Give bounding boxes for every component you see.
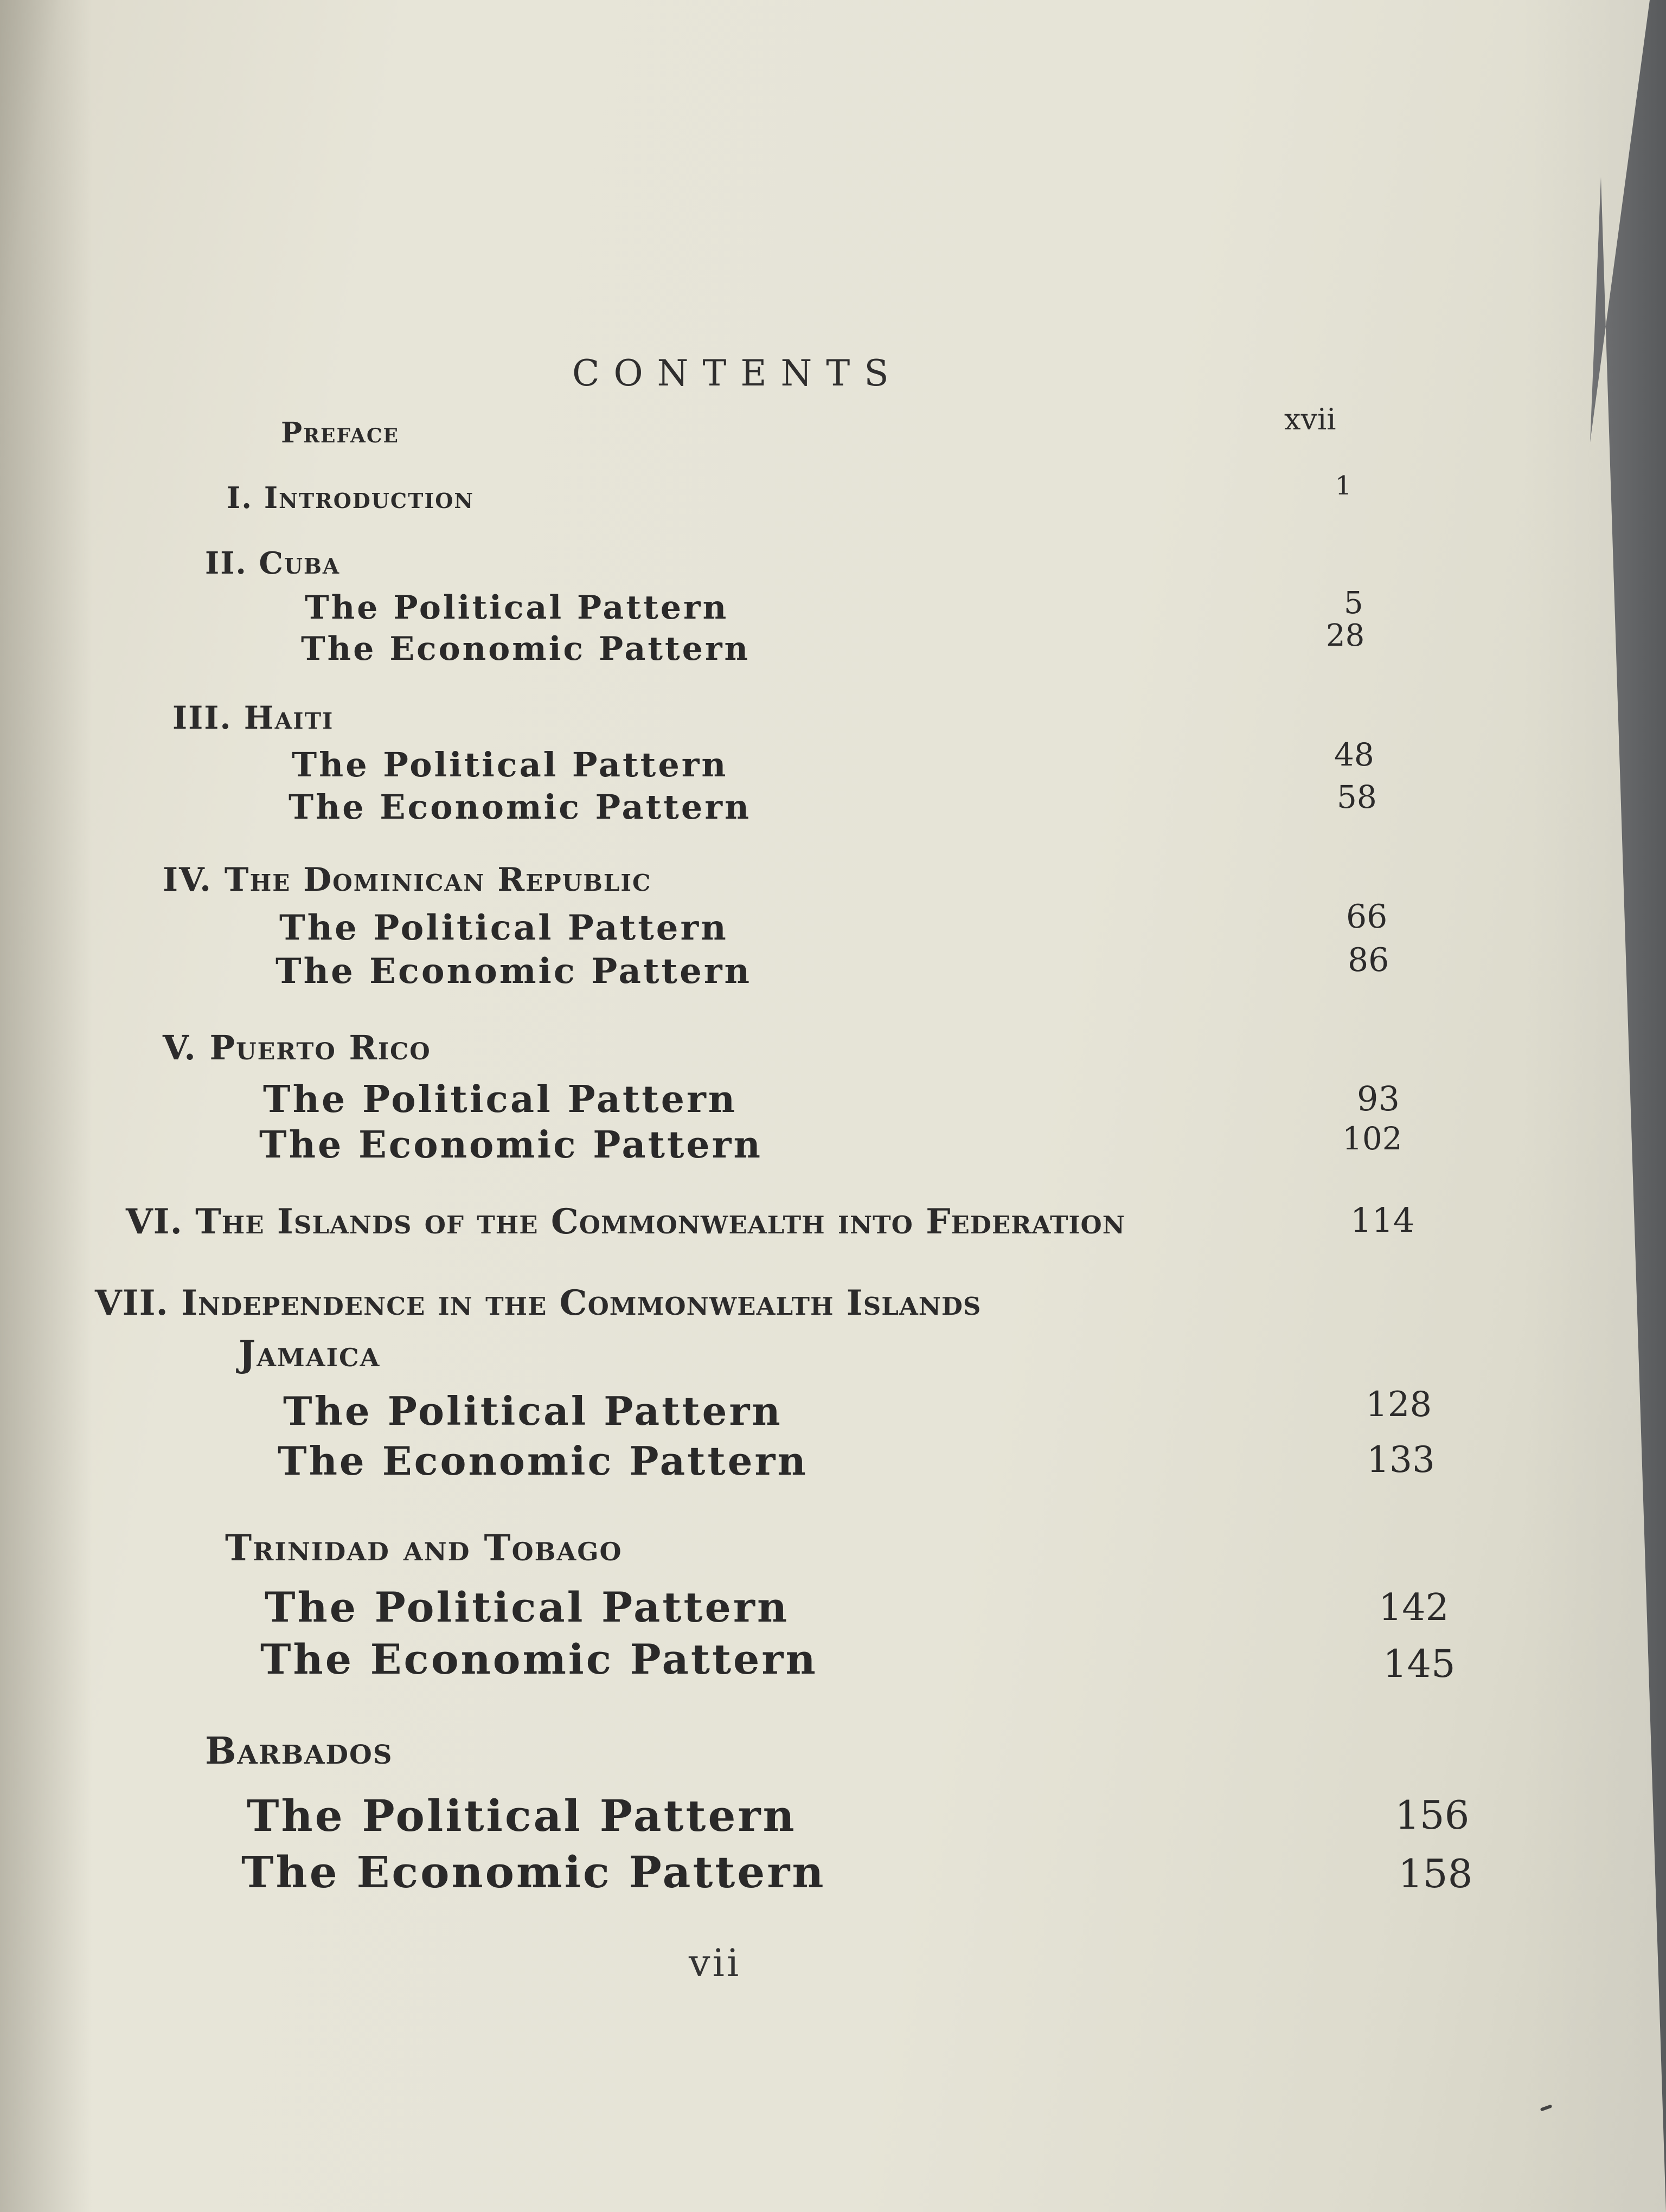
chapter-7-title: [95, 1283, 981, 1323]
dominican-economic-page: 86: [1348, 941, 1389, 979]
trinidad-economic-page: 145: [1383, 1642, 1456, 1686]
barbados-economic-page: 158: [1398, 1851, 1473, 1896]
jamaica-economic-page: 133: [1367, 1439, 1435, 1481]
barbados-heading: Barbados: [205, 1729, 393, 1773]
chapter-5-numeral: V.: [163, 1028, 197, 1068]
cuba-political-page: 5: [1344, 586, 1363, 621]
chapter-4-title: [163, 861, 651, 899]
contents-heading: CONTENTS: [572, 352, 903, 394]
chapter-4-name: The Dominican Republic: [224, 861, 652, 899]
chapter-6-name: The Islands of the Commonwealth into Federation: [195, 1201, 1125, 1242]
chapter-2-name: Cuba: [259, 545, 341, 581]
chapter-4-numeral: IV.: [163, 861, 213, 899]
jamaica-political-label: The Political Pattern: [283, 1388, 783, 1434]
puerto-rico-economic-page: 102: [1342, 1120, 1402, 1157]
chapter-3-name: Haiti: [244, 699, 334, 736]
cuba-political-label: The Political Pattern: [305, 589, 729, 627]
preface-label: Preface: [281, 416, 399, 449]
haiti-economic-label: The Economic Pattern: [289, 787, 752, 827]
jamaica-heading: Jamaica: [239, 1333, 381, 1375]
cuba-economic-label: The Economic Pattern: [301, 630, 751, 668]
cuba-economic-page: 28: [1326, 618, 1365, 653]
dominican-political-label: The Political Pattern: [279, 908, 728, 948]
chapter-6-page: 114: [1350, 1200, 1415, 1240]
puerto-rico-political-label: The Political Pattern: [263, 1078, 738, 1121]
dominican-economic-label: The Economic Pattern: [275, 951, 752, 992]
puerto-rico-economic-label: The Economic Pattern: [259, 1123, 762, 1167]
barbados-political-page: 156: [1395, 1792, 1470, 1838]
chapter-7-numeral: VII.: [95, 1283, 169, 1323]
chapter-1-numeral: I.: [227, 480, 253, 515]
chapter-2-title: [205, 545, 340, 581]
chapter-6-numeral: VI.: [126, 1201, 183, 1242]
chapter-6-title: [126, 1201, 1125, 1242]
trinidad-economic-label: The Economic Pattern: [260, 1635, 818, 1683]
preface-page: xvii: [1284, 402, 1336, 436]
page-folio: vii: [689, 1941, 741, 1985]
chapter-3-title: [172, 699, 334, 736]
haiti-political-page: 48: [1334, 736, 1374, 773]
barbados-political-label: The Political Pattern: [247, 1790, 797, 1841]
puerto-rico-political-page: 93: [1357, 1079, 1400, 1118]
jamaica-political-page: 128: [1366, 1385, 1432, 1425]
chapter-1-name: Introduction: [264, 480, 475, 515]
trinidad-political-page: 142: [1379, 1586, 1449, 1629]
barbados-economic-label: The Economic Pattern: [241, 1847, 826, 1898]
chapter-1-title: [227, 480, 474, 515]
page-gutter-shadow: [0, 0, 92, 2212]
haiti-economic-page: 58: [1337, 779, 1377, 815]
haiti-political-label: The Political Pattern: [292, 745, 728, 785]
chapter-5-title: [163, 1028, 431, 1068]
chapter-3-numeral: III.: [172, 699, 232, 736]
chapter-5-name: Puerto Rico: [209, 1028, 431, 1068]
chapter-7-name: Independence in the Commonwealth Islands: [181, 1283, 982, 1323]
jamaica-economic-label: The Economic Pattern: [278, 1438, 808, 1484]
chapter-1-page: 1: [1335, 471, 1352, 501]
trinidad-political-label: The Political Pattern: [265, 1583, 790, 1631]
chapter-2-numeral: II.: [205, 545, 247, 581]
trinidad-heading: Trinidad and Tobago: [225, 1527, 623, 1569]
dominican-political-page: 66: [1346, 898, 1388, 936]
